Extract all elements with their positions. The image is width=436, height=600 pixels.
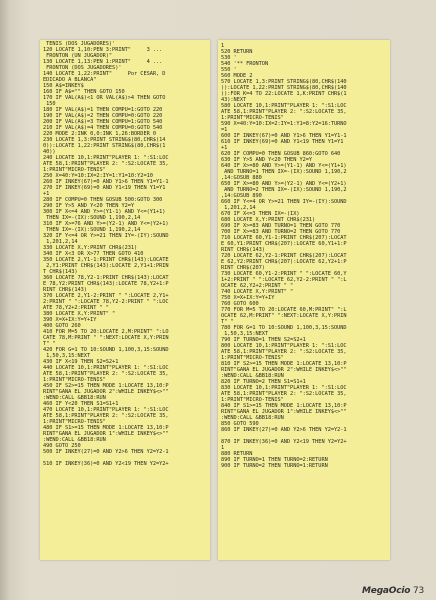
basic-code-listing-left: TENIS (DOS JUGADORES)' 120 LOCATE 1,10:PEN 3:PRINT" 3 ... FRONTON (UN JUGADOR)" 130 LOCATE 1,13:PEN 1:PRINT" 4 ... FRONTON (DOS JUGADORES)' 140 LOCATE 1,22:PRINT" Por CESAR, D EDICADO A BLANCA" 150 A$=INKEY$ 160 IF A$="" THEN GOTO 150 170 IF VAL(A$)<1 OR VAL(A$)>4 THEN GOTO 150 180 IF VAL(A$)=1 THEN COMPU=1:GOTO 220 190 IF VAL(A$)=2 THEN COMPU=0:GOTO 220 200 IF VAL(A$)=3 THEN COMPU=1:GOTO 540 210 IF VAL(A$)=4 THEN COMPU=0:GOTO 540 220 MODE 2:INK 0,0:INK 1,26:BORDER 0 230 LOCATE 1,3:PRINT STRING$(80,CHR$(14 0)):LOCATE 1,22:PRINT STRING$(80,CHR$(1 40)) 240 LOCATE 10,1:PRINT"PLAYER 1: ":S1:LOC ATE 58,1:PRINT"PLAYER 2: ":S2:LOCATE 35, 1:PRINT"MICRO-TENIS" 250 X=40:Y=10:IX=2:IY=1:Y1=10:Y2=10 260 IF INKEY(67)=0 AND Y1>6 THEN Y1=Y1-1 270 IF INKEY(69)=0 AND Y1<19 THEN Y1=Y1 +1 280 IF COMPU=0 THEN GOSUB 500:GOTO 300 290 IF Y>5 AND Y<20 THEN Y2=Y 300 IF X<=4 AND Y>=(Y1-1) AND Y<=(Y1+1) THEN IX=-(IX):SOUND 1,190,2,14 310 IF X>=76 AND Y>=(Y2-1) AND Y<=(Y2+1) THEN IX=-(IX):SOUND 1,190,2,14 320 IF Y<=4 OR Y>=21 THEN IY=-(IY):SOUND 1,201,2,14 330 LOCATE X,Y:PRINT CHR$(231) 340 IF X<3 OR X>77 THEN GOTO 410 350 LOCATE 2,Y1-1:PRINT CHR$(143):LOCATE 2,Y1:PRINT CHR$(143):LOCATE 2,Y1+1:PRIN T CHR$(143) 360 LOCATE 78,Y2-1:PRINT CHR$(143):LOCAT E 78,Y2:PRINT CHR$(143):LOCATE 78,Y2+1:P RINT CHR$(143) 370 LOCATE 2,Y1-2:PRINT " ":LOCATE 2,Y1+ 2:PRINT " ":LOCATE 78,Y2-2:PRINT " ":LOC ATE 78,Y2+2:PRINT " " 380 LOCATE X,Y:PRINT" " 390 X=X+IX:Y=Y+IY 400 GOTO 260 410 FOR M=5 TO 20:LOCATE 2,M:PRINT" ":LO CATE 78,M:PRINT " ":NEXT:LOCATE X,Y:PRIN T" " 420 FOR G=1 TO 10:SOUND 1,100,3,15:SOUND 1,50,3,15:NEXT 430 IF X<19 THEN S2=S2+1 440 LOCATE 10,1:PRINT"PLAYER 1: ":S1:LOC ATE 58,1:PRINT"PLAYER 2: ":S2:LOCATE 35, 1:PRINT"MICRO-TENIS" 450 IF S2>=15 THEN MODE 1:LOCATE 13,10:P RINT"GANA EL JUGADOR 2":WHILE INKEY$<>"" :WEND:CALL &BB18:RUN 460 IF Y<20 THEN S1=S1+1 470 LOCATE 10,1:PRINT"PLAYER 1: ":S1:LOC ATE 58,1:PRINT"PLAYER 2: ":S2:LOCATE 35, 1:PRINT"MICRO-TENIS" 480 IF S1>=15 THEN MODE 1:LOCATE 13,10:P RINT"GANA EL JUGADOR 1":WHILE INKEY$<>"" :WEND:CALL &BB18:RUN 490 GOTO 250 500 IF INKEY(27)=0 AND Y2>6 THEN Y2=Y2-1 510 IF INKEY(36)=0 AND Y2<19 THEN Y2=Y2+ xyxy=(43,41,169,467)
page-footer xyxy=(362,586,424,596)
listing-column-left xyxy=(40,40,210,560)
magazine-brand: MegaOcio xyxy=(362,586,411,596)
basic-code-listing-right: 1 520 RETURN 530 ' 540 '** FRONTON 550 ' 560 MODE 2 570 LOCATE 1,3:PRINT STRING$(80,CHR$(140 )):LOCATE 1,22:PRINT STRING$(80,CHR$(140 )):FOR K=4 TO 22:LOCATE 1,K:PRINT CHR$(1 43):NEXT 580 LOCATE 10,1:PRINT"PLAYER 1: ":S1:LOC ATE 58,1:PRINT"PLAYER 2: ":S2:LOCATE 35, 1:PRINT"MICRO-TENIS" 590 X=40:Y=10:IX=2:IY=1:Y1=8:Y2=16:TURNO =1 600 IF INKEY(67)=0 AND Y1>6 THEN Y1=Y1-1 610 IF INKEY(69)=0 AND Y1<19 THEN Y1=Y1 +1 620 IF COMPU=0 THEN GOSUB 860:GOTO 640 630 IF Y>5 AND Y<20 THEN Y2=Y 640 IF X>=80 AND Y>=(Y1-1) AND Y<=(Y1+1) AND TURNO=1 THEN IX=-(IX):SOUND 1,190,2 ,14:GOSUB 880 650 IF X>=80 AND Y>=(Y2-1) AND Y<=(Y2+1) AND TURNO=2 THEN IX=-(IX):SOUND 1,190,2 ,14:GOSUB 890 660 IF Y<=4 OR Y>=21 THEN IY=-(IY):SOUND 1,201,2,14 670 IF X<=3 THEN IX=-(IX) 680 LOCATE X,Y:PRINT CHR$(231) 690 IF X>=83 AND TURNO=1 THEN GOTO 770 700 IF X>=83 AND TURNO=2 THEN GOTO 770 710 LOCATE 60,Y1-1:PRINT CHR$(207):LOCAT E 60,Y1:PRINT CHR$(207):LOCATE 60,Y1+1:P RINT CHR$(143) 720 LOCATE 62,Y2-1:PRINT CHR$(207):LOCAT E 62,Y2:PRINT CHR$(207):LOCATE 62,Y2+1:P RINT CHR$(207) 730 LOCATE 60,Y1-2:PRINT " ":LOCATE 60,Y 1+2:PRINT " ":LOCATE 62,Y2-2:PRINT " ":L OCATE 62,Y2+2:PRINT " " 740 LOCATE X,Y:PRINT" " 750 X=X+IX:Y=Y+IY 760 GOTO 600 770 FOR M=5 TO 20:LOCATE 60,M:PRINT" ":L OCATE 62,M:PRINT" ":NEXT:LOCATE X,Y:PRIN T" " 780 FOR G=1 TO 10:SOUND 1,100,3,15:SOUND 1,50,3,15:NEXT 790 IF TURNO=1 THEN S2=S2+1 800 LOCATE 10,1:PRINT"PLAYER 1: ":S1:LOC ATE 58,1:PRINT"PLAYER 2: ":S2:LOCATE 35, 1:PRINT"MICRO-TENIS" 810 IF S2>=15 THEN MODE 1:LOCATE 13,10:P RINT"GANA EL JUGADOR 2":WHILE INKEY$<>"" :WEND:CALL &BB18:RUN 820 IF TURNO=2 THEN S1=S1+1 830 LOCATE 10,1:PRINT"PLAYER 1: ":S1:LOC ATE 58,1:PRINT"PLAYER 2: ":S2:LOCATE 35, 1:PRINT"MICRO-TENIS" 840 IF S1>=15 THEN MODE 1:LOCATE 13,10:P RINT"GANA EL JUGADOR 1":WHILE INKEY$<>"" :WEND:CALL &BB18:RUN 850 GOTO 590 860 IF INKEY(27)=0 AND Y2>6 THEN Y2=Y2-1 870 IF INKEY(36)=0 AND Y2<19 THEN Y2=Y2+ 1 880 RETURN 890 IF TURNO=1 THEN TURNO=2:RETURN 900 IF TURNO=2 THEN TURNO=1:RETURN xyxy=(221,43,347,469)
page-number: 73 xyxy=(412,586,424,596)
listing-column-right xyxy=(218,40,390,560)
